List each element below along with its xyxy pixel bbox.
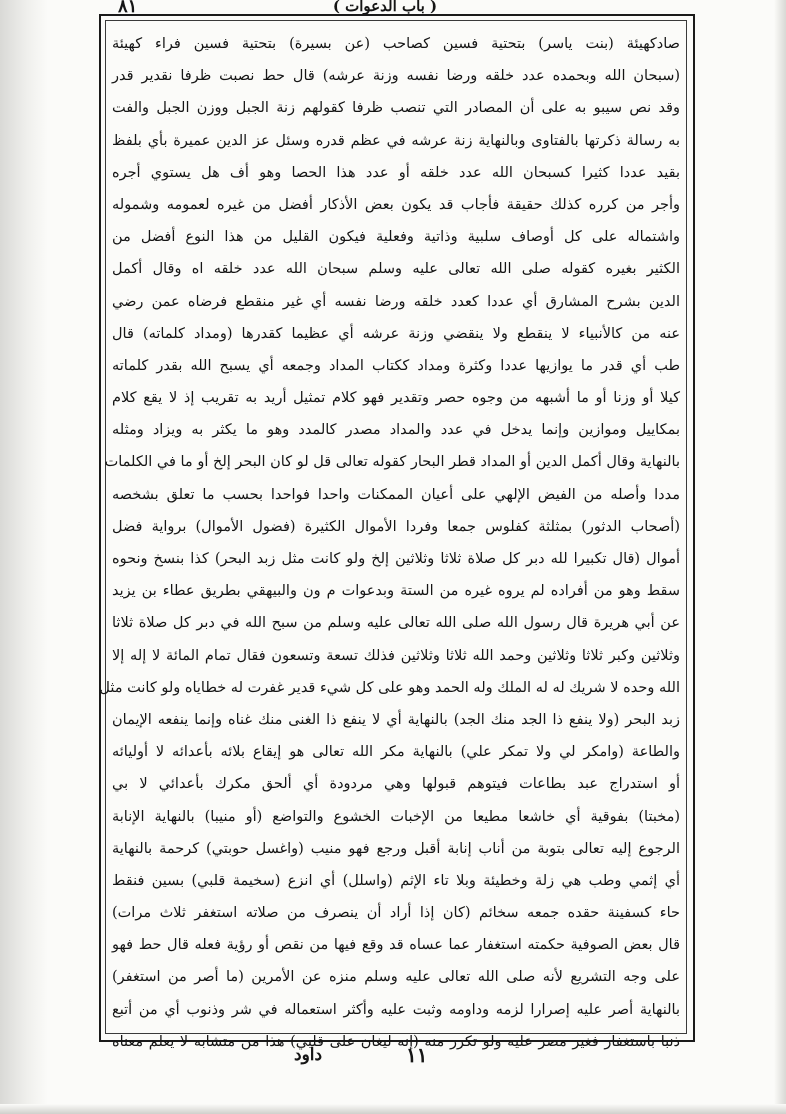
text-line: واشتماله على كل أوصاف سلبية وذاتية وفعلية فيكون القليل من هذا النوع أفضل من (112, 229, 680, 246)
sheet-number: ١١ (406, 1043, 428, 1067)
text-line: به رسالة ذكرتها بالفتاوى وبالنهاية زنة عرشه في عظم قدره وسئل عز الدين عميرة بأي بلفظ (112, 132, 680, 149)
text-line: مددا وأصله من الفيض الإلهي على أعيان الممكنات واحدا فواحدا بحسب ما تعلق بشخصه (112, 486, 680, 503)
text-line: قال بعض الصوفية حكمته استغفار عما عساه قد وقع فيها من نقص أو رؤية فعله قال حط فهو (112, 937, 680, 954)
text-line: سقط وهو من أفراده لم يروه غيره من الستة وبدعوات م ون والبيهقي بطريق عطاء بن يزيد (112, 583, 680, 600)
text-line: بالنهاية أصر عليه إصرارا لزمه وداومه وثبت عليه وأكثر استعماله في شر وذنوب أي من أتبع (112, 1001, 680, 1018)
text-line: وأجر من كرره كذلك حقيقة فأجاب قد يكون بعض الأذكار أفضل من غيره لعمومه وشموله (112, 196, 680, 213)
running-title: ( باب الدعوات ) (332, 0, 438, 15)
commentary-text-block (99, 28, 682, 1050)
text-line: ذنبا باستغفار فغير مصر عليه ولو تكرر منه (إنه ليغان على قلبي) هذا من متشابه لا يعلم معناه (112, 1033, 680, 1050)
text-line: والطاعة (وامكر لي ولا تمكر علي) بالنهاية مكر الله تعالى هو إيقاع بلائه بأعدائه لا أوليائه (112, 744, 680, 761)
catchword-signature: داود (294, 1045, 323, 1065)
scan-shadow-bottom (0, 1104, 786, 1114)
scan-shadow-left (0, 0, 48, 1114)
text-line: عنه من كالأنبياء لا ينقطع ولا ينقضي وزنة عرشه أي عظيما كقدرها (ومداد كلماته) قال (112, 325, 680, 342)
text-line: (سبحان الله وبحمده عدد خلقه ورضا نفسه وزنة عرشه) قال حط نصبت ظرفا نقدير قدر (112, 68, 680, 85)
text-line: عن أبي هريرة قال رسول الله صلى الله تعالى عليه وسلم من سبح الله في دبر كل صلاة ثلاثا (112, 615, 680, 632)
page-number: ٨١ (118, 0, 138, 17)
text-line: الرجوع إليه تعالى بتوبة من أناب إنابة أقبل ورجع فهو منيب (واغسل حوبتي) كرحمة بالنهاية (112, 840, 680, 857)
text-line: كيلا أو وزنا أو ما أشبهه من وجوه حصر وتقدير فهو كلام تمثيل أريد به تقريب إذ لا يقع كلام (112, 390, 680, 407)
text-line: وقد نص سيبو به على أن المصادر التي تنصب ظرفا كقولهم زنة الجبل ووزن الجبل والفت (112, 100, 680, 117)
scan-shadow-right (774, 0, 786, 1114)
text-line: وثلاثين وكبر ثلاثا وثلاثين وحمد الله ثلاثا وثلاثين فذلك تسعة وتسعون فقال تمام المائة لا إله إلا (112, 647, 680, 664)
text-line: بمكاييل وموازين وإنما يدخل في عدد والمداد مصدر كالمدد وهو ما يكثر به ويزاد ومثله (112, 422, 680, 439)
text-line: بقيد عددا كثيرا كسبحان الله عدد خلقه أو عدد هذا الحصا وهو أف هل يستوي أجره (112, 164, 680, 181)
text-line: (مخبتا) بفوقية أي خاشعا مطيعا من الإخبات الخشوع والتواضع (أو منيبا) بالنهاية الإنابة (112, 808, 680, 825)
text-line: أي إثمي وطب هي زلة وخطيئة وبلا تاء الإثم (واسلل) أي انزع (سخيمة قلبي) بسين فنقط (112, 872, 680, 889)
text-line: الدين بشرح المشارق أي عددا كعدد خلقه ورضا نفسه أي غير منقطع فرضاه عمن رضي (112, 293, 680, 310)
text-line: أموال (قال تكبيرا لله دبر كل صلاة ثلاثا وثلاثين إلخ ولو كانت مثل زبد البحر) كذا بنسخ ونحوه (112, 551, 680, 567)
text-line: صادكهيئة (بنت ياسر) بتحتية فسين كصاحب (عن بسيرة) بتحتية فسين فراء كهيئة (112, 36, 680, 52)
text-line: زبد البحر (ولا ينفع ذا الجد منك الجد) بالنهاية أي لا ينفع ذا الغنى منك غناه وإنما ينفعه الإيمان (112, 711, 680, 728)
text-line: حاء كسفينة حقده جمعه سخائم (كان إذا أراد أن ينصرف من صلاته استغفر ثلاث مرات) (112, 905, 680, 922)
text-line: بالنهاية وقال أكمل الدين أو المداد قطر البحار كقوله تعالى قل لو كان البحر إلخ أو ما في الكلمات (104, 454, 680, 471)
text-line: طب أي قدر ما يوازيها عددا وكثرة ومداد ككتاب المداد وجمعه أي يسبح الله بقدر كلماته (112, 357, 680, 374)
text-line: (أصحاب الدثور) بمثلثة كفلوس جمعا وفردا الأموال الكثيرة (فضول الأموال) برواية فضل (112, 518, 680, 535)
text-line: الله وحده لا شريك له له الملك وله الحمد وهو على كل شيء قدير غفرت له خطاياه ولو كانت مثل (99, 679, 680, 696)
text-line: أو استدراج عبد بطاعات فيتوهم قبولها وهي مردودة أي ألحق مكرك بأعدائي لا بي (112, 776, 680, 793)
text-line: على وجه التشريع لأنه صلى الله تعالى عليه وسلم منزه عن الأمرين (ما أصر من استغفر) (112, 969, 680, 986)
text-line: الكثير بغيره كقوله صلى الله تعالى عليه وسلم سبحان الله عدد خلقه اه وقال أكمل (112, 261, 680, 278)
